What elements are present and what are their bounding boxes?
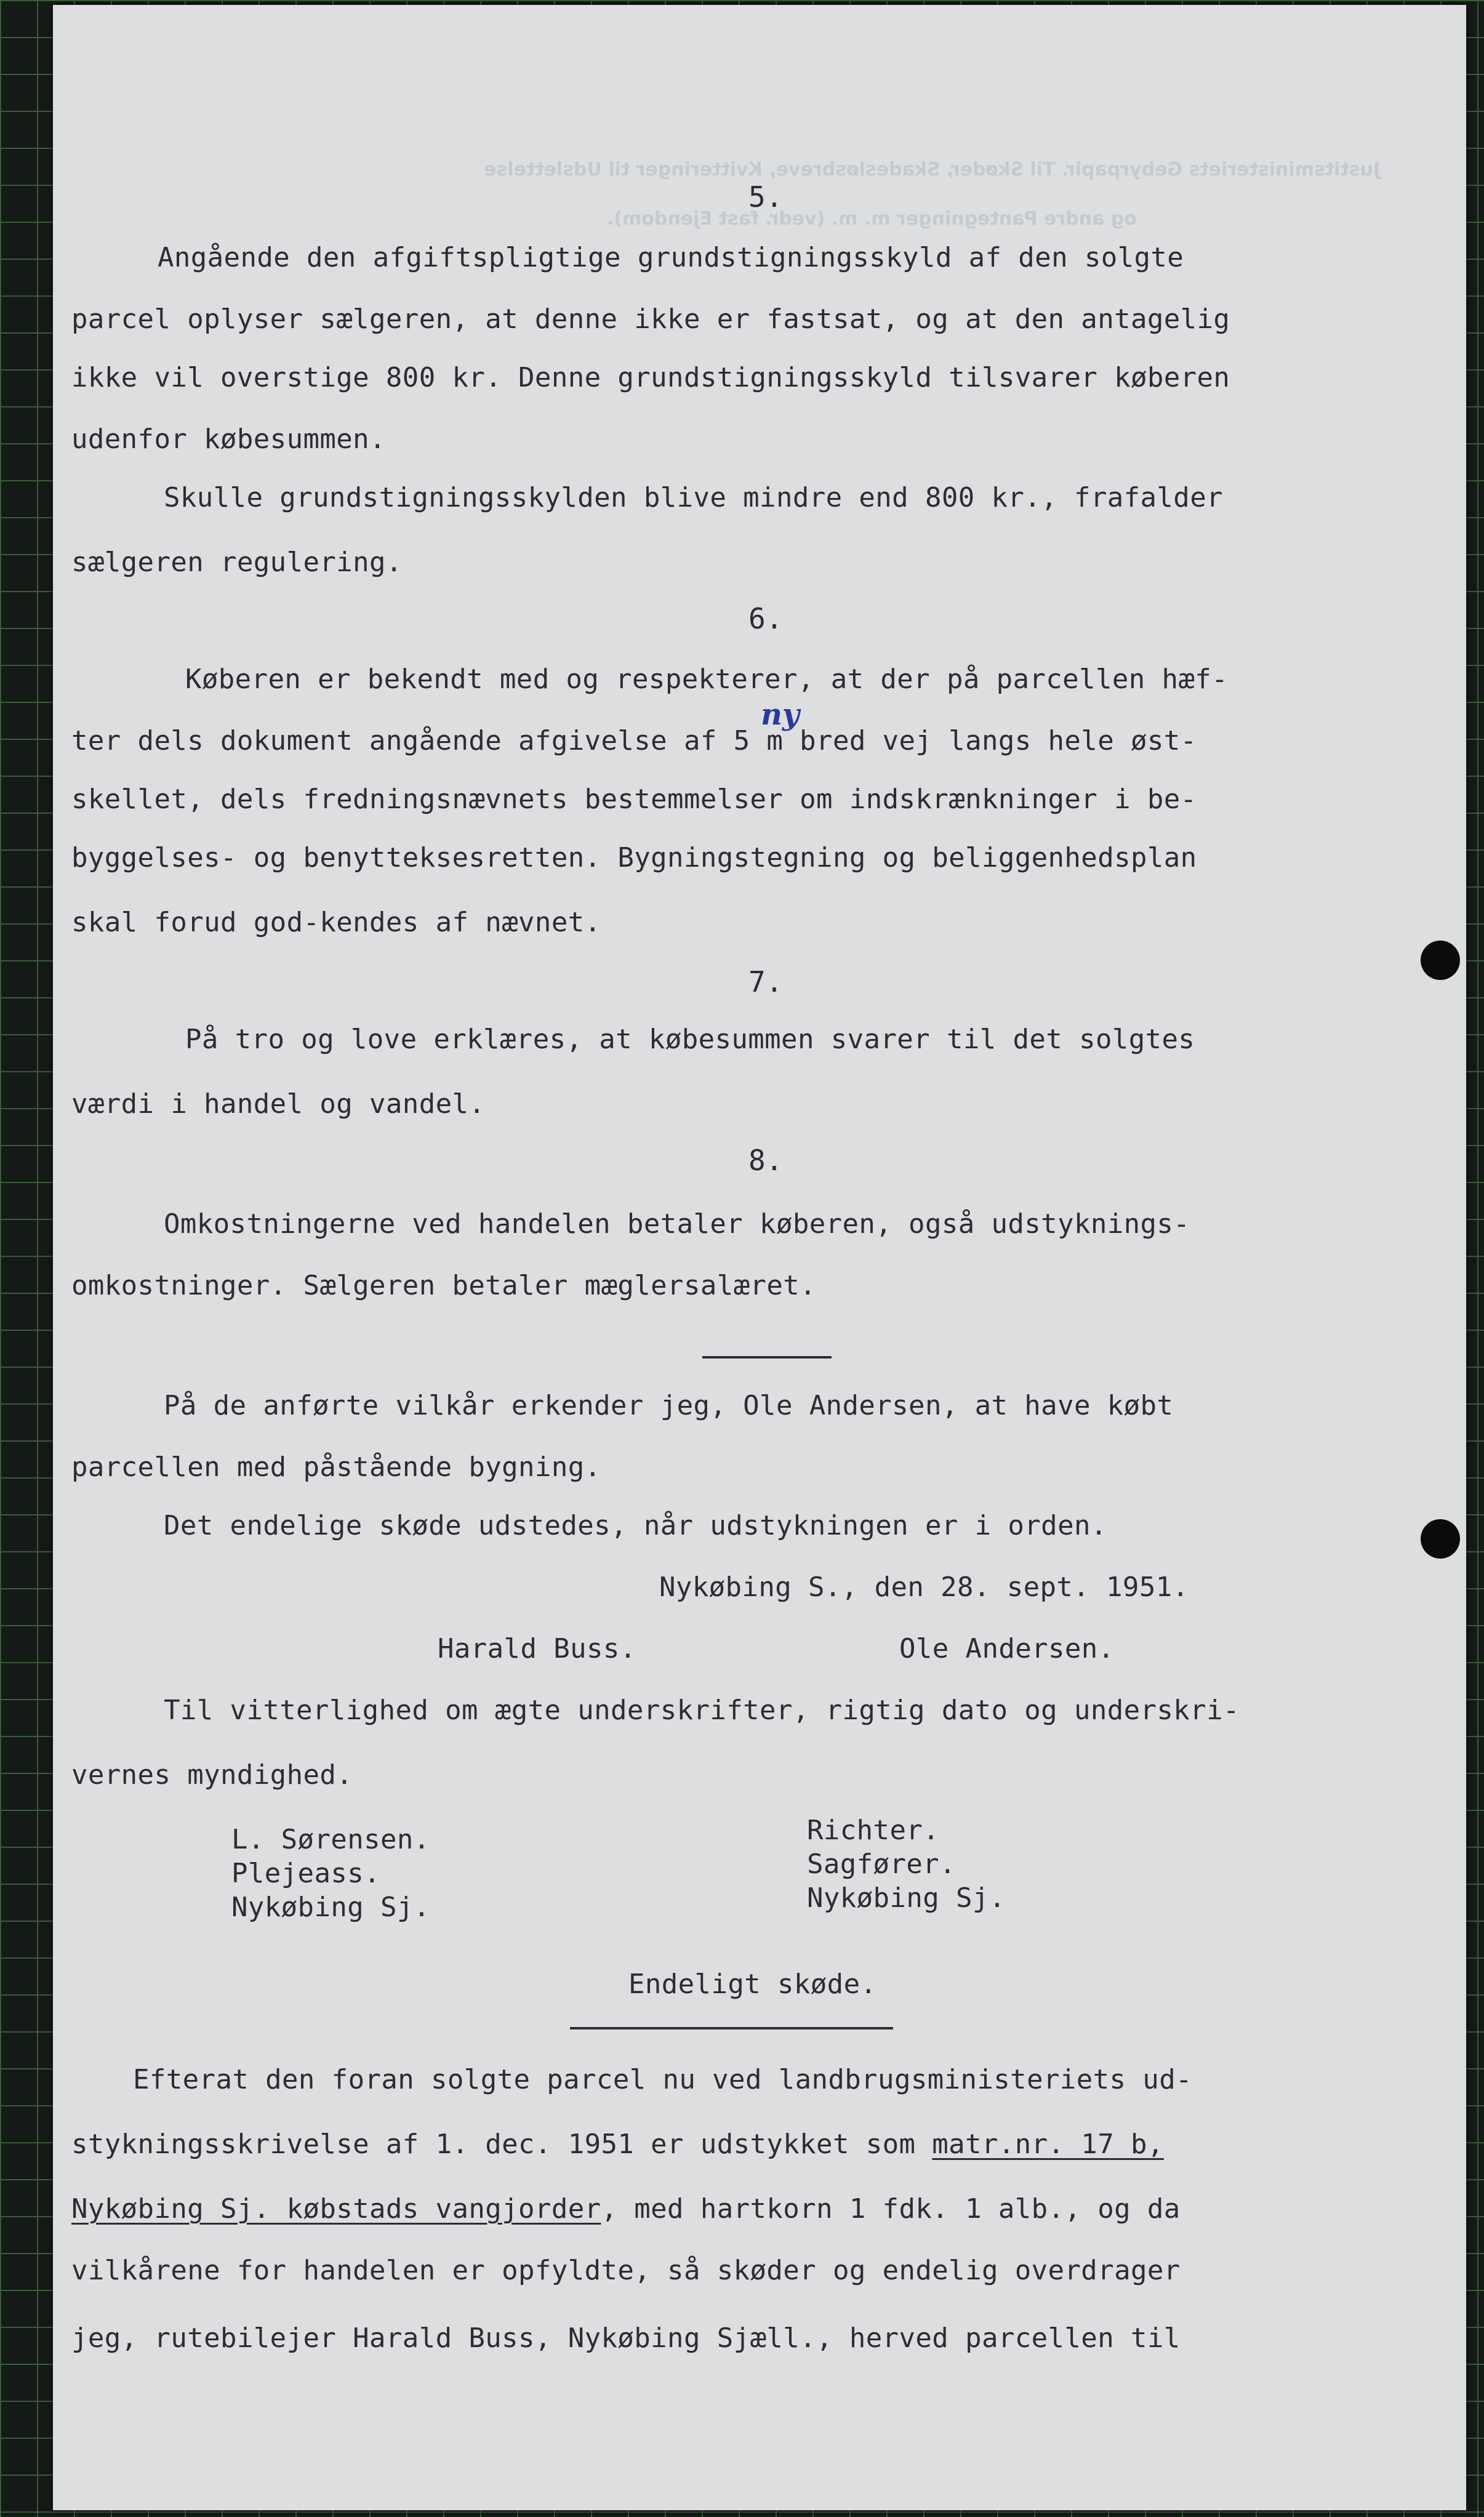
- bleed-through-line: Justitsministeriets Gebyrpapir. Til Skøder, Skadesløsbreve, Kvitteringer til Udslettelse: [484, 159, 1381, 180]
- text-segment: stykningsskrivelse af 1. dec. 1951 er udstykket som: [71, 2129, 933, 2160]
- text-line: vernes myndighed.: [71, 1759, 353, 1791]
- text-line: På tro og love erklæres, at købesummen svarer til det solgtes: [185, 1024, 1195, 1055]
- text-line: parcellen med påstående bygning.: [71, 1451, 601, 1483]
- text-line: På de anførte vilkår erkender jeg, Ole Andersen, at have købt: [164, 1390, 1174, 1421]
- text-line: værdi i handel og vandel.: [71, 1088, 486, 1120]
- text-line: jeg, rutebilejer Harald Buss, Nykøbing Sjæll., herved parcellen til: [71, 2322, 1181, 2354]
- text-line: ikke vil overstige 800 kr. Denne grundstigningsskyld tilsvarer køberen: [71, 362, 1230, 393]
- text-line: Efterat den foran solgte parcel nu ved landbrugsministeriets ud-: [133, 2064, 1192, 2095]
- place-date: Nykøbing S., den 28. sept. 1951.: [659, 1572, 1189, 1603]
- divider-rule: [702, 1356, 832, 1359]
- text-line: vilkårene for handelen er opfyldte, så skøder og endelig overdrager: [71, 2255, 1181, 2286]
- text-line: ter dels dokument angående afgivelse af 5 m bred vej langs hele øst-: [71, 725, 1197, 757]
- final-deed-heading: Endeligt skøde.: [628, 1969, 877, 2000]
- witness-left-name: L. Sørensen.: [231, 1824, 430, 1855]
- text-line: Angående den afgiftspligtige grundstigningsskyld af den solgte: [158, 242, 1184, 273]
- text-line: byggelses- og benytteksesretten. Bygningstegning og beliggenhedsplan: [71, 842, 1197, 873]
- text-line: udenfor købesummen.: [71, 424, 386, 455]
- text-line: [71, 2129, 1164, 2160]
- bleed-through-line: og andre Pantegninger m. m. (vedr. fast Ejendom).: [607, 208, 1137, 230]
- witness-right-name: Richter.: [807, 1815, 940, 1846]
- text-line: Køberen er bekendt med og respekterer, at der på parcellen hæf-: [185, 664, 1229, 695]
- text-line: skellet, dels fredningsnævnets bestemmelser om indskrænkninger i be-: [71, 784, 1197, 815]
- text-line: omkostninger. Sælgeren betaler mæglersalæret.: [71, 1270, 817, 1301]
- handwritten-insert: ny: [761, 697, 800, 732]
- punch-hole: [1421, 1519, 1460, 1559]
- cadastral-area: Nykøbing Sj. købstads vangjorder: [71, 2193, 601, 2225]
- cadastral-number: matr.nr. 17 b,: [932, 2129, 1164, 2160]
- witness-left-place: Nykøbing Sj.: [231, 1892, 430, 1923]
- text-line: Omkostningerne ved handelen betaler køberen, også udstyknings-: [164, 1208, 1190, 1240]
- section-number: 7.: [748, 965, 784, 998]
- text-line: Skulle grundstigningsskylden blive mindre end 800 kr., frafalder: [164, 482, 1223, 513]
- section-number: 8.: [748, 1144, 784, 1177]
- heading-rule: [570, 2027, 893, 2029]
- text-line: sælgeren regulering.: [71, 547, 403, 578]
- punch-hole: [1421, 941, 1460, 980]
- text-segment: , med hartkorn 1 fdk. 1 alb., og da: [601, 2193, 1181, 2225]
- text-line: parcel oplyser sælgeren, at denne ikke er fastsat, og at den antagelig: [71, 303, 1230, 335]
- seller-signature: Harald Buss.: [438, 1633, 636, 1664]
- text-line: skal forud god-kendes af nævnet.: [71, 907, 601, 938]
- witness-left-title: Plejeass.: [231, 1858, 381, 1889]
- text-line: Det endelige skøde udstedes, når udstykningen er i orden.: [164, 1510, 1107, 1541]
- text-line: Til vitterlighed om ægte underskrifter, rigtig dato og underskri-: [164, 1695, 1240, 1726]
- document-page: [53, 5, 1466, 2510]
- witness-right-title: Sagfører.: [807, 1849, 957, 1880]
- section-number: 5.: [748, 180, 784, 214]
- text-line: [71, 2193, 1181, 2225]
- witness-right-place: Nykøbing Sj.: [807, 1882, 1006, 1914]
- buyer-signature: Ole Andersen.: [899, 1633, 1115, 1664]
- section-number: 6.: [748, 602, 784, 635]
